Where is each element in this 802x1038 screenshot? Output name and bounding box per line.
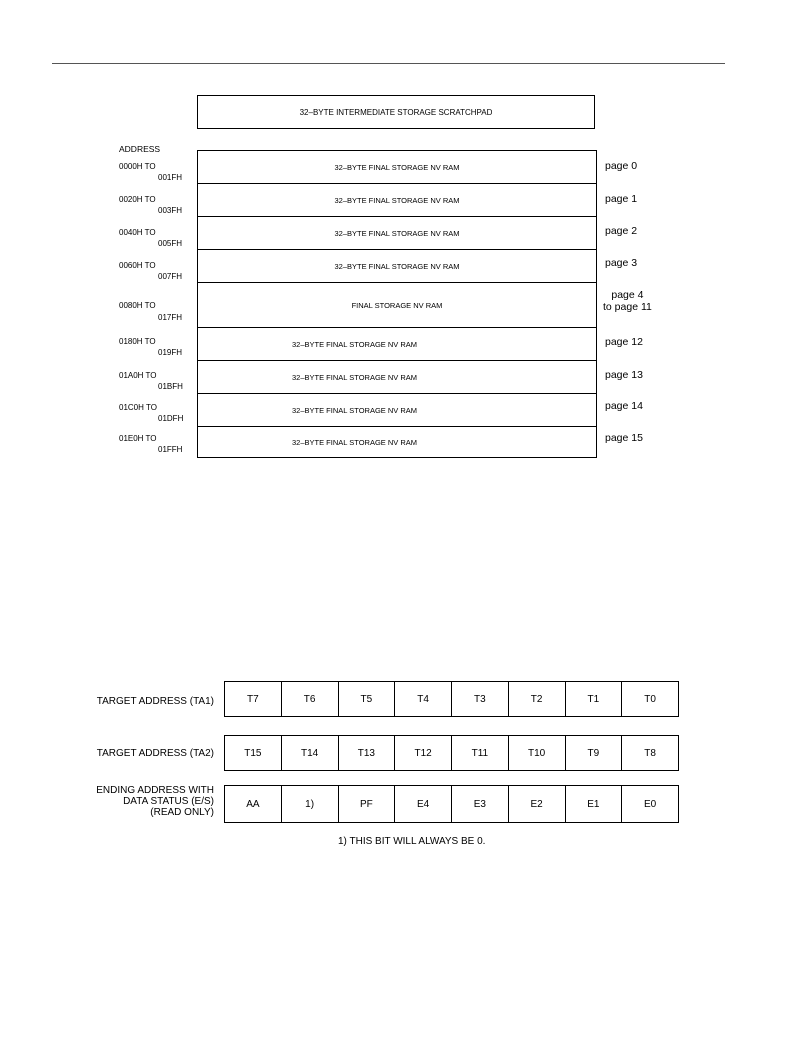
memory-row-page-4-11 xyxy=(197,282,597,328)
es-bit-pf: PF xyxy=(338,786,395,822)
row-0-page: page 0 xyxy=(605,160,638,172)
row-5-start: 0180H TO xyxy=(119,337,156,346)
row-5-page: page 12 xyxy=(605,336,643,348)
memory-row-page-1 xyxy=(197,183,597,217)
row-4-page-line2: to page 11 xyxy=(603,301,652,313)
row-1-label: 32–BYTE FINAL STORAGE NV RAM xyxy=(334,195,460,205)
es-bit-e2: E2 xyxy=(508,786,565,822)
ta2-bit-t14: T14 xyxy=(281,736,338,770)
ta2-bit-t8: T8 xyxy=(621,736,678,770)
ta2-bit-t15: T15 xyxy=(244,747,262,759)
ta2-bit-t12: T12 xyxy=(394,736,451,770)
es-bit-e1: E1 xyxy=(565,786,622,822)
row-4-page xyxy=(603,289,652,313)
row-1-page: page 1 xyxy=(605,193,638,205)
es-label-line2: DATA STATUS (E/S) xyxy=(123,796,214,807)
ta1-bit-t2: T2 xyxy=(508,682,565,716)
ta2-bit-t13: T13 xyxy=(338,736,395,770)
row-2-label: 32–BYTE FINAL STORAGE NV RAM xyxy=(334,228,460,238)
ta1-label: TARGET ADDRESS (TA1) xyxy=(96,696,214,707)
row-5-label: 32–BYTE FINAL STORAGE NV RAM xyxy=(292,339,418,349)
memory-row-page-12 xyxy=(197,327,597,361)
row-6-start: 01A0H TO xyxy=(119,371,157,380)
row-8-label: 32–BYTE FINAL STORAGE NV RAM xyxy=(292,437,418,447)
ta1-bit-t6: T6 xyxy=(281,682,338,716)
row-4-end: 017FH xyxy=(158,313,183,322)
row-0-end: 001FH xyxy=(158,173,183,182)
memory-row-page-15 xyxy=(197,426,597,458)
row-2-page: page 2 xyxy=(605,225,638,237)
footnote: 1) THIS BIT WILL ALWAYS BE 0. xyxy=(338,836,486,847)
row-7-start: 01C0H TO xyxy=(119,403,157,412)
row-7-page: page 14 xyxy=(605,400,643,412)
row-4-label: FINAL STORAGE NV RAM xyxy=(351,300,443,310)
ta1-bit-t0: T0 xyxy=(621,682,678,716)
es-label-line3: (READ ONLY) xyxy=(150,807,214,818)
es-register xyxy=(224,785,679,823)
row-8-start: 01E0H TO xyxy=(119,434,157,443)
ta1-bit-t5: T5 xyxy=(338,682,395,716)
es-bit-e0: E0 xyxy=(621,786,678,822)
row-4-page-line1: page 4 xyxy=(611,289,644,301)
memory-row-page-14 xyxy=(197,393,597,427)
ta1-bit-t1: T1 xyxy=(565,682,622,716)
row-5-end: 019FH xyxy=(158,348,183,357)
memory-row-page-3 xyxy=(197,249,597,283)
ta2-register xyxy=(224,735,679,771)
row-8-end: 01FFH xyxy=(158,445,183,454)
row-0-start: 0000H TO xyxy=(119,162,156,171)
ta1-register xyxy=(224,681,679,717)
memory-row-page-13 xyxy=(197,360,597,394)
memory-row-page-0 xyxy=(197,150,597,184)
row-3-start: 0060H TO xyxy=(119,261,156,270)
row-1-end: 003FH xyxy=(158,206,183,215)
ta2-bit-t9: T9 xyxy=(565,736,622,770)
es-bit-aa: AA xyxy=(246,798,260,810)
ta2-bit-t10: T10 xyxy=(508,736,565,770)
row-3-label: 32–BYTE FINAL STORAGE NV RAM xyxy=(334,261,460,271)
row-6-end: 01BFH xyxy=(158,382,183,391)
header-rule xyxy=(52,63,725,64)
ta2-label: TARGET ADDRESS (TA2) xyxy=(96,748,214,759)
row-6-label: 32–BYTE FINAL STORAGE NV RAM xyxy=(292,372,418,382)
row-4-start: 0080H TO xyxy=(119,301,156,310)
row-1-start: 0020H TO xyxy=(119,195,156,204)
ta1-bit-t4: T4 xyxy=(394,682,451,716)
es-label xyxy=(96,785,214,818)
es-bit-zero: 1) xyxy=(281,786,338,822)
row-0-label: 32–BYTE FINAL STORAGE NV RAM xyxy=(334,162,460,172)
es-label-line1: ENDING ADDRESS WITH xyxy=(96,785,214,796)
memory-row-page-2 xyxy=(197,216,597,250)
row-8-page: page 15 xyxy=(605,432,643,444)
scratchpad-label: 32–BYTE INTERMEDIATE STORAGE SCRATCHPAD xyxy=(299,107,493,117)
row-7-label: 32–BYTE FINAL STORAGE NV RAM xyxy=(292,405,418,415)
es-bit-e4: E4 xyxy=(394,786,451,822)
scratchpad-box xyxy=(197,95,595,129)
ta1-bit-t3: T3 xyxy=(451,682,508,716)
row-2-end: 005FH xyxy=(158,239,183,248)
row-7-end: 01DFH xyxy=(158,414,184,423)
row-2-start: 0040H TO xyxy=(119,228,156,237)
row-3-end: 007FH xyxy=(158,272,183,281)
row-3-page: page 3 xyxy=(605,257,638,269)
row-6-page: page 13 xyxy=(605,369,643,381)
address-header: ADDRESS xyxy=(119,144,161,154)
ta1-bit-t7: T7 xyxy=(247,693,259,705)
ta2-bit-t11: T11 xyxy=(451,736,508,770)
es-bit-e3: E3 xyxy=(451,786,508,822)
